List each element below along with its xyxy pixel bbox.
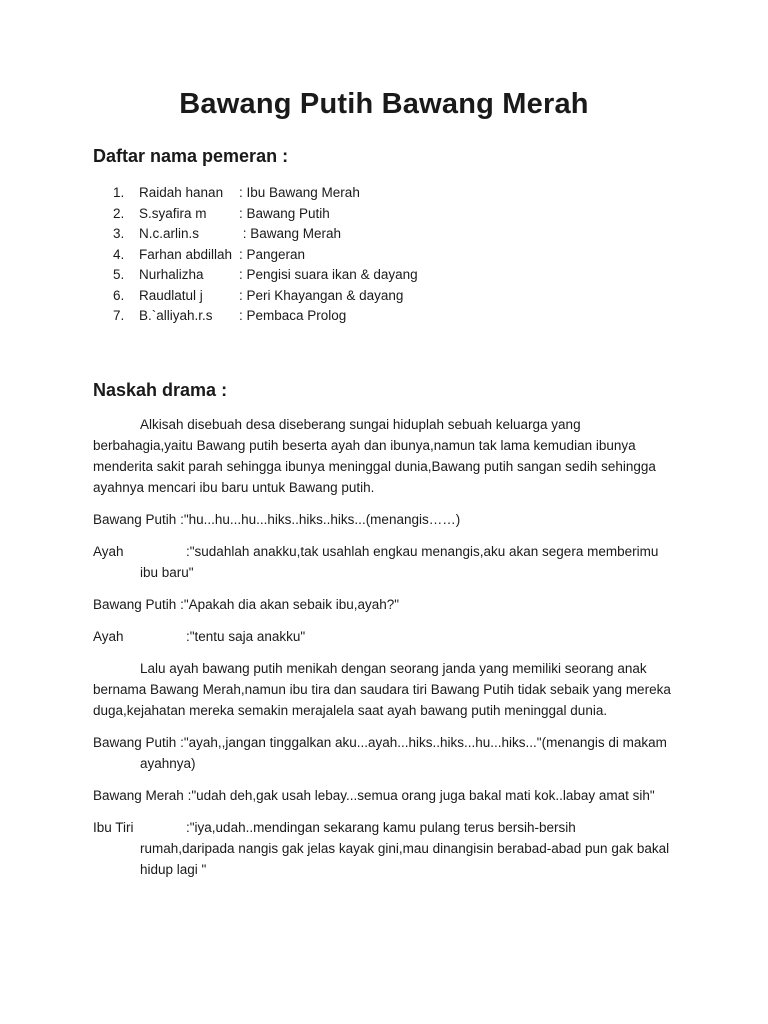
speaker-name: Bawang Putih: [93, 597, 177, 612]
dialogue-text: :"iya,udah..mendingan sekarang kamu pulang terus bersih-bersih rumah,daripada nangis gak jelas kayak gini,mau dinangisin berabad-abad pun gak bakal hidup lagi ": [140, 820, 670, 877]
dialogue-line: [93, 594, 673, 615]
dialogue-line: [93, 817, 673, 880]
list-item: 2. S.syafira m : Bawang Putih: [113, 205, 330, 221]
dialogue-line: [93, 541, 673, 583]
speaker-name: Bawang Putih: [93, 512, 177, 527]
list-item: 3. N.c.arlin.s : Bawang Merah: [113, 226, 342, 241]
document-title: Bawang Putih Bawang Merah: [179, 88, 589, 120]
dialogue-text: :"ayah,,jangan tinggalkan aku...ayah...hiks..hiks...hu...hiks..."(menangis di makam ayahnya): [140, 735, 667, 771]
cast-heading: Daftar nama pemeran :: [93, 146, 289, 166]
dialogue-text: :"tentu saja anakku": [186, 629, 306, 644]
speaker-name: Ayah: [93, 544, 124, 559]
script-heading: Naskah drama :: [93, 380, 228, 400]
list-item: 5. Nurhalizha : Pengisi suara ikan & dayang: [113, 267, 418, 282]
list-item: 7. B.`alliyah.r.s : Pembaca Prolog: [113, 308, 347, 323]
speaker-name: Bawang Putih: [93, 735, 177, 750]
list-item: 1. Raidah hanan : Ibu Bawang Merah: [113, 185, 360, 200]
dialogue-text: :"udah deh,gak usah lebay...semua orang juga bakal mati kok..labay amat sih": [183, 788, 655, 803]
speaker-name: Bawang Merah: [93, 788, 184, 803]
narration-paragraph: Lalu ayah bawang putih menikah dengan seorang janda yang memiliki seorang anak bernama Bawang Merah,namun ibu tira dan saudara tiri Bawang Putih tidak sebaik yang mereka duga,kejahatan mereka semakin merajalela saat ayah bawang putih meninggal dunia.: [93, 661, 671, 718]
list-item: 6. Raudlatul j : Peri Khayangan & dayang: [113, 287, 404, 303]
speaker-name: Ayah: [93, 629, 124, 644]
dialogue-line: [93, 509, 673, 530]
dialogue-line: [93, 785, 673, 806]
dialogue-line: [93, 626, 673, 647]
dialogue-text: :"Apakah dia akan sebaik ibu,ayah?": [176, 597, 400, 612]
narration-paragraph: Alkisah disebuah desa diseberang sungai hiduplah sebuah keluarga yang berbahagia,yaitu Bawang putih beserta ayah dan ibunya,namun tak lama kemudian ibunya menderita sakit parah sehingga ibunya meninggal dunia,Bawang putih sangan sedih sehingga ayahnya mencari ibu baru untuk Bawang putih.: [93, 417, 656, 495]
speaker-name: Ibu Tiri: [93, 820, 134, 835]
list-item: 4. Farhan abdillah : Pangeran: [113, 246, 306, 262]
cast-list: [113, 183, 418, 327]
dialogue-line: [93, 732, 673, 774]
dialogue-text: :"hu...hu...hu...hiks..hiks..hiks...(menangis……): [176, 512, 461, 527]
script-body: [93, 414, 673, 891]
dialogue-text: :"sudahlah anakku,tak usahlah engkau menangis,aku akan segera memberimu ibu baru": [140, 544, 659, 580]
